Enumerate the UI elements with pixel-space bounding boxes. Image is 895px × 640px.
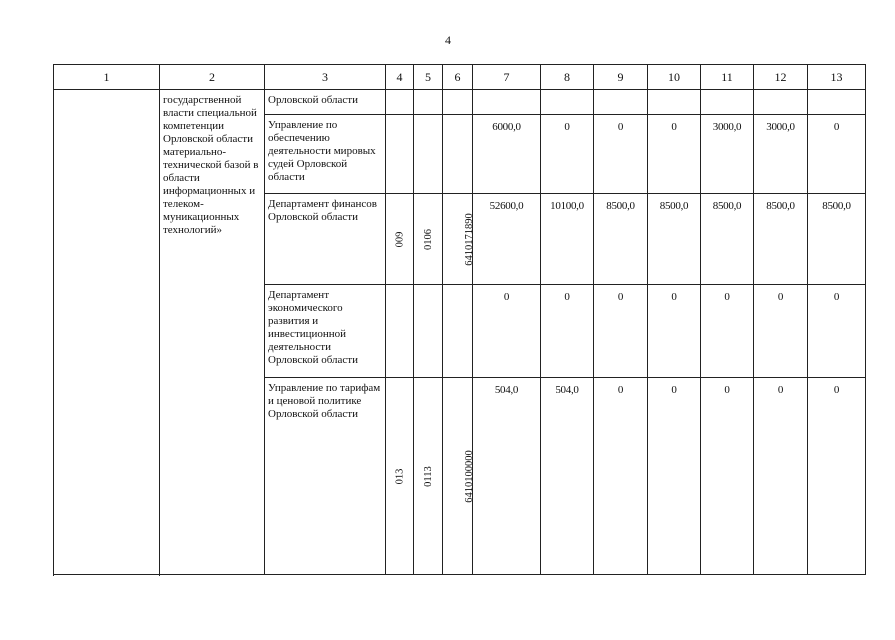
value-cell: 0 [754,378,808,575]
value-cell: 10100,0 [541,194,594,285]
value-cell: 52600,0 [473,194,541,285]
program-description: государственной власти специальной компетенции Орловской области материально-технической базой в области информационных и телеком-муникационных технологий» [160,90,265,575]
code-cell [386,285,414,378]
value-cell: 8500,0 [648,194,701,285]
value-cell [473,90,541,115]
code-cell [386,194,414,285]
code-cell [386,115,414,194]
value-cell [701,90,754,115]
value-cell: 0 [808,378,866,575]
recipient-name: Департамент финансов Орловской области [265,194,386,285]
ministry-code: 009 [394,231,405,247]
value-cell: 0 [648,378,701,575]
value-cell: 6000,0 [473,115,541,194]
value-cell: 0 [594,285,648,378]
value-cell: 0 [701,378,754,575]
value-cell: 8500,0 [701,194,754,285]
page-number: 4 [445,33,451,47]
value-cell: 3000,0 [754,115,808,194]
value-cell [541,90,594,115]
code-cell [414,90,443,115]
value-cell: 0 [541,115,594,194]
table-row [54,90,866,115]
code-cell [414,378,443,575]
budget-table [53,64,866,575]
target-article-code: 6410100000 [463,449,475,503]
header-cell: 9 [594,65,648,90]
col1-cell [54,90,160,575]
value-cell [754,90,808,115]
header-cell: 11 [701,65,754,90]
header-cell: 6 [443,65,473,90]
header-cell: 1 [54,65,160,90]
value-cell: 0 [648,285,701,378]
code-cell [443,90,473,115]
code-cell [414,285,443,378]
section-code: 0106 [422,228,434,250]
value-cell: 8500,0 [594,194,648,285]
header-cell: 5 [414,65,443,90]
value-cell: 8500,0 [808,194,866,285]
code-cell [414,115,443,194]
value-cell: 0 [541,285,594,378]
code-cell [386,90,414,115]
value-cell: 0 [648,115,701,194]
recipient-name: Департамент экономического развития и инвестиционной деятельности Орловской области [265,285,386,378]
value-cell [808,90,866,115]
value-cell: 0 [594,378,648,575]
header-cell: 12 [754,65,808,90]
header-row [54,65,866,90]
code-cell [443,378,473,575]
header-cell: 4 [386,65,414,90]
value-cell: 0 [754,285,808,378]
header-cell: 7 [473,65,541,90]
value-cell: 0 [594,115,648,194]
section-code: 0113 [422,465,434,487]
header-cell: 10 [648,65,701,90]
header-cell: 13 [808,65,866,90]
value-cell: 0 [808,115,866,194]
ministry-code: 013 [394,468,405,484]
value-cell [648,90,701,115]
code-cell [443,115,473,194]
value-cell: 504,0 [541,378,594,575]
header-cell: 8 [541,65,594,90]
code-cell [414,194,443,285]
value-cell: 0 [701,285,754,378]
value-cell [594,90,648,115]
target-article-code: 6410171890 [463,212,475,266]
value-cell: 0 [473,285,541,378]
code-cell [386,378,414,575]
value-cell: 8500,0 [754,194,808,285]
recipient-name: Орловской области [265,90,386,115]
recipient-name: Управление по обеспечению деятельности мировых судей Орловской области [265,115,386,194]
value-cell: 0 [808,285,866,378]
value-cell: 3000,0 [701,115,754,194]
recipient-name: Управление по тарифам и ценовой политике Орловской области [265,378,386,575]
header-cell: 2 [160,65,265,90]
code-cell [443,285,473,378]
header-cell: 3 [265,65,386,90]
code-cell [443,194,473,285]
value-cell: 504,0 [473,378,541,575]
